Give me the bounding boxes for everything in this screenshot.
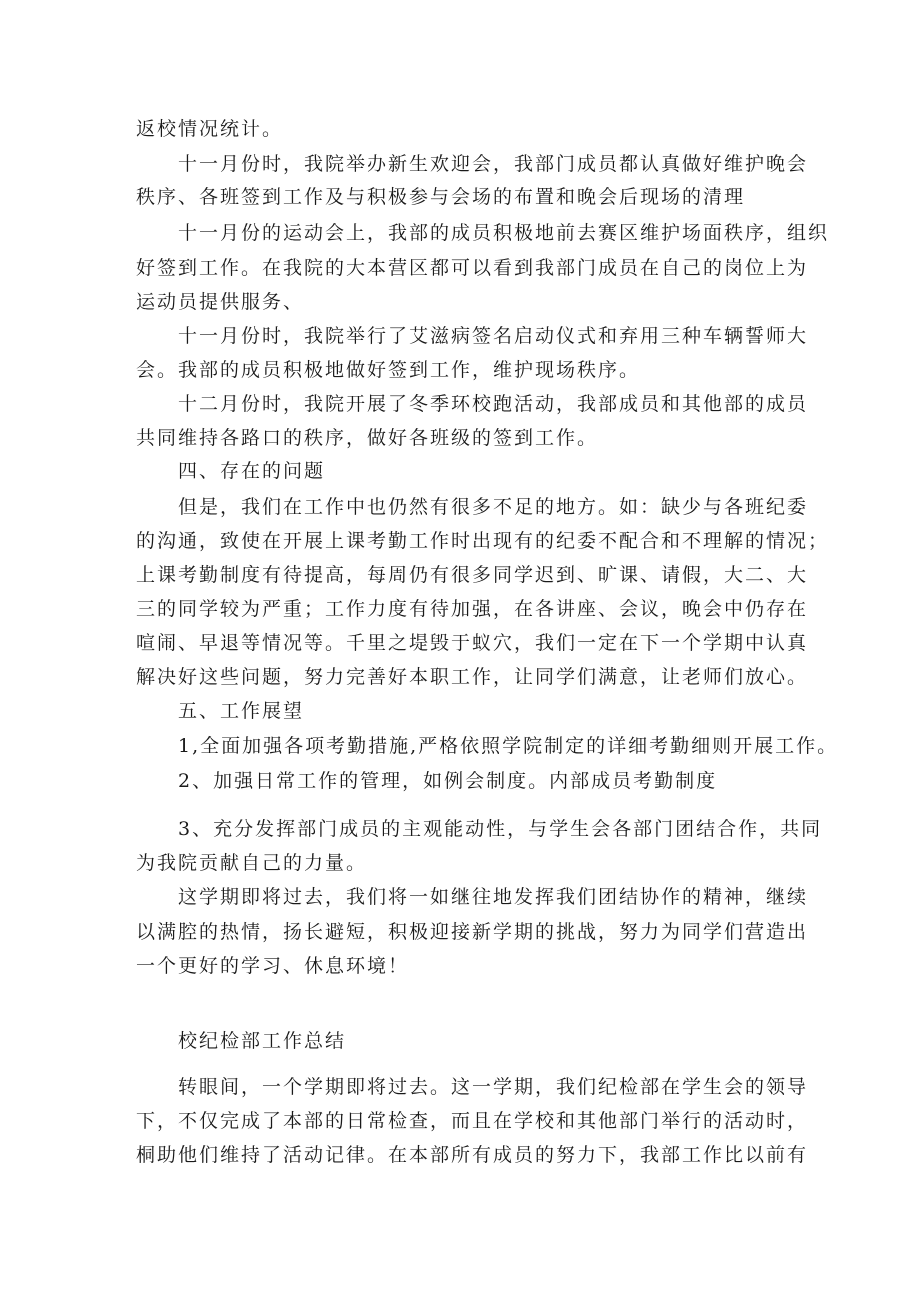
text-line: 好签到工作。在我院的大本营区都可以看到我部门成员在自己的岗位上为 xyxy=(136,257,809,279)
text-line: 解决好这些问题，努力完善好本职工作，让同学们满意，让老师们放心。 xyxy=(136,666,809,688)
text-line: 的沟通，致使在开展上课考勤工作时出现有的纪委不配合和不理解的情况； xyxy=(136,530,830,552)
text-line: 十一月份的运动会上，我部的成员积极地前去赛区维护场面秩序，组织 xyxy=(178,222,830,244)
text-line: 1,全面加强各项考勤措施,严格依照学院制定的详细考勤细则开展工作。 xyxy=(178,735,839,757)
document-title: 校纪检部工作总结 xyxy=(178,1030,347,1052)
text-line: 这学期即将过去，我们将一如继往地发挥我们团结协作的精神，继续 xyxy=(178,886,809,908)
text-line: 十一月份时，我院举办新生欢迎会，我部门成员都认真做好维护晚会 xyxy=(178,153,809,175)
section-heading: 五、工作展望 xyxy=(178,700,305,722)
section-heading: 四、存在的问题 xyxy=(178,460,326,482)
text-line: 转眼间，一个学期即将过去。这一学期，我们纪检部在学生会的领导 xyxy=(178,1076,809,1098)
text-line: 下，不仅完成了本部的日常检查，而且在学校和其他部门举行的活动时， xyxy=(136,1110,809,1132)
text-line: 返校情况统计。 xyxy=(136,118,284,140)
text-line: 以满腔的热情，扬长避短，积极迎接新学期的挑战，努力为同学们营造出 xyxy=(136,921,809,943)
text-line: 共同维持各路口的秩序，做好各班级的签到工作。 xyxy=(136,427,599,449)
text-line: 十二月份时，我院开展了冬季环校跑活动，我部成员和其他部的成员 xyxy=(178,393,809,415)
text-line: 2、加强日常工作的管理，如例会制度。内部成员考勤制度 xyxy=(178,770,718,792)
text-line: 但是，我们在工作中也仍然有很多不足的地方。如：缺少与各班纪委 xyxy=(178,496,809,518)
text-line: 桐助他们维持了活动记律。在本部所有成员的努力下，我部工作比以前有 xyxy=(136,1144,809,1166)
text-line: 上课考勤制度有待提高，每周仍有很多同学迟到、旷课、请假，大二、大 xyxy=(136,564,809,586)
text-line: 十一月份时，我院举行了艾滋病签名启动仪式和弃用三种车辆誓师大 xyxy=(178,325,809,347)
text-line: 3、充分发挥部门成员的主观能动性，与学生会各部门团结合作，共同 xyxy=(178,818,823,840)
text-line: 一个更好的学习、休息环境！ xyxy=(136,955,410,977)
text-line: 秩序、各班签到工作及与积极参与会场的布置和晚会后现场的清理 xyxy=(136,186,746,208)
text-line: 喧闹、早退等情况等。千里之堤毁于蚁穴，我们一定在下一个学期中认真 xyxy=(136,632,809,654)
text-line: 三的同学较为严重；工作力度有待加强，在各讲座、会议，晚会中仍存在 xyxy=(136,598,809,620)
text-line: 为我院贡献自己的力量。 xyxy=(136,852,368,874)
text-line: 运动员提供服务、 xyxy=(136,291,305,313)
text-line: 会。我部的成员积极地做好签到工作，维护现场秩序。 xyxy=(136,359,641,381)
